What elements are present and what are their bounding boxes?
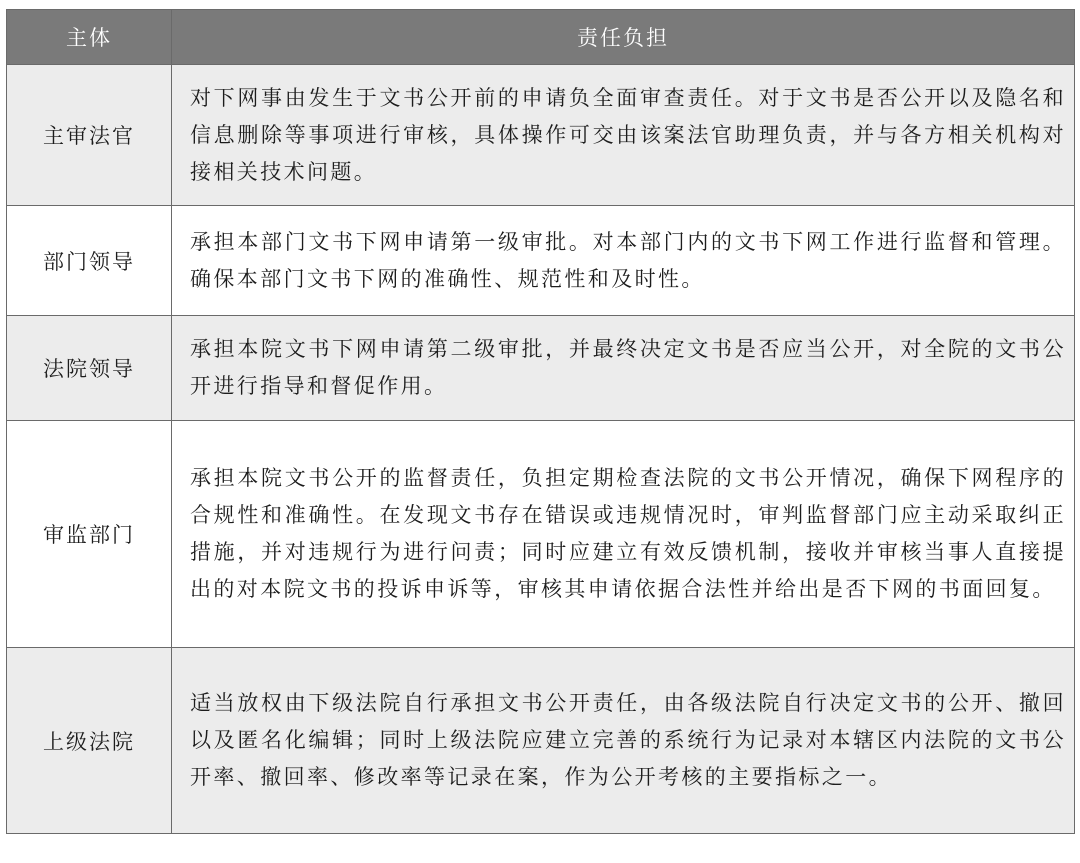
row-responsibility: 承担本部门文书下网申请第一级审批。对本部门内的文书下网工作进行监督和管理。确保本部门文书下网的准确性、规范性和及时性。 bbox=[172, 206, 1075, 316]
table-row bbox=[7, 65, 1075, 206]
header-subject: 主体 bbox=[7, 10, 172, 65]
table-row bbox=[7, 206, 1075, 316]
row-subject: 主审法官 bbox=[7, 65, 172, 206]
table-row bbox=[7, 316, 1075, 421]
table-body bbox=[7, 65, 1075, 834]
header-row bbox=[7, 10, 1075, 65]
row-responsibility: 适当放权由下级法院自行承担文书公开责任，由各级法院自行决定文书的公开、撤回以及匿名化编辑；同时上级法院应建立完善的系统行为记录对本辖区内法院的文书公开率、撤回率、修改率等记录在案，作为公开考核的主要指标之一。 bbox=[172, 648, 1075, 834]
row-responsibility: 承担本院文书下网申请第二级审批，并最终决定文书是否应当公开，对全院的文书公开进行指导和督促作用。 bbox=[172, 316, 1075, 421]
responsibility-table bbox=[6, 9, 1075, 834]
table-row bbox=[7, 421, 1075, 648]
row-subject: 法院领导 bbox=[7, 316, 172, 421]
row-subject: 部门领导 bbox=[7, 206, 172, 316]
row-subject: 审监部门 bbox=[7, 421, 172, 648]
table-row bbox=[7, 648, 1075, 834]
table-header bbox=[7, 10, 1075, 65]
row-responsibility: 对下网事由发生于文书公开前的申请负全面审查责任。对于文书是否公开以及隐名和信息删除等事项进行审核，具体操作可交由该案法官助理负责，并与各方相关机构对接相关技术问题。 bbox=[172, 65, 1075, 206]
header-responsibility: 责任负担 bbox=[172, 10, 1075, 65]
row-subject: 上级法院 bbox=[7, 648, 172, 834]
row-responsibility: 承担本院文书公开的监督责任，负担定期检查法院的文书公开情况，确保下网程序的合规性和准确性。在发现文书存在错误或违规情况时，审判监督部门应主动采取纠正措施，并对违规行为进行问责；同时应建立有效反馈机制，接收并审核当事人直接提出的对本院文书的投诉申诉等，审核其申请依据合法性并给出是否下网的书面回复。 bbox=[172, 421, 1075, 648]
